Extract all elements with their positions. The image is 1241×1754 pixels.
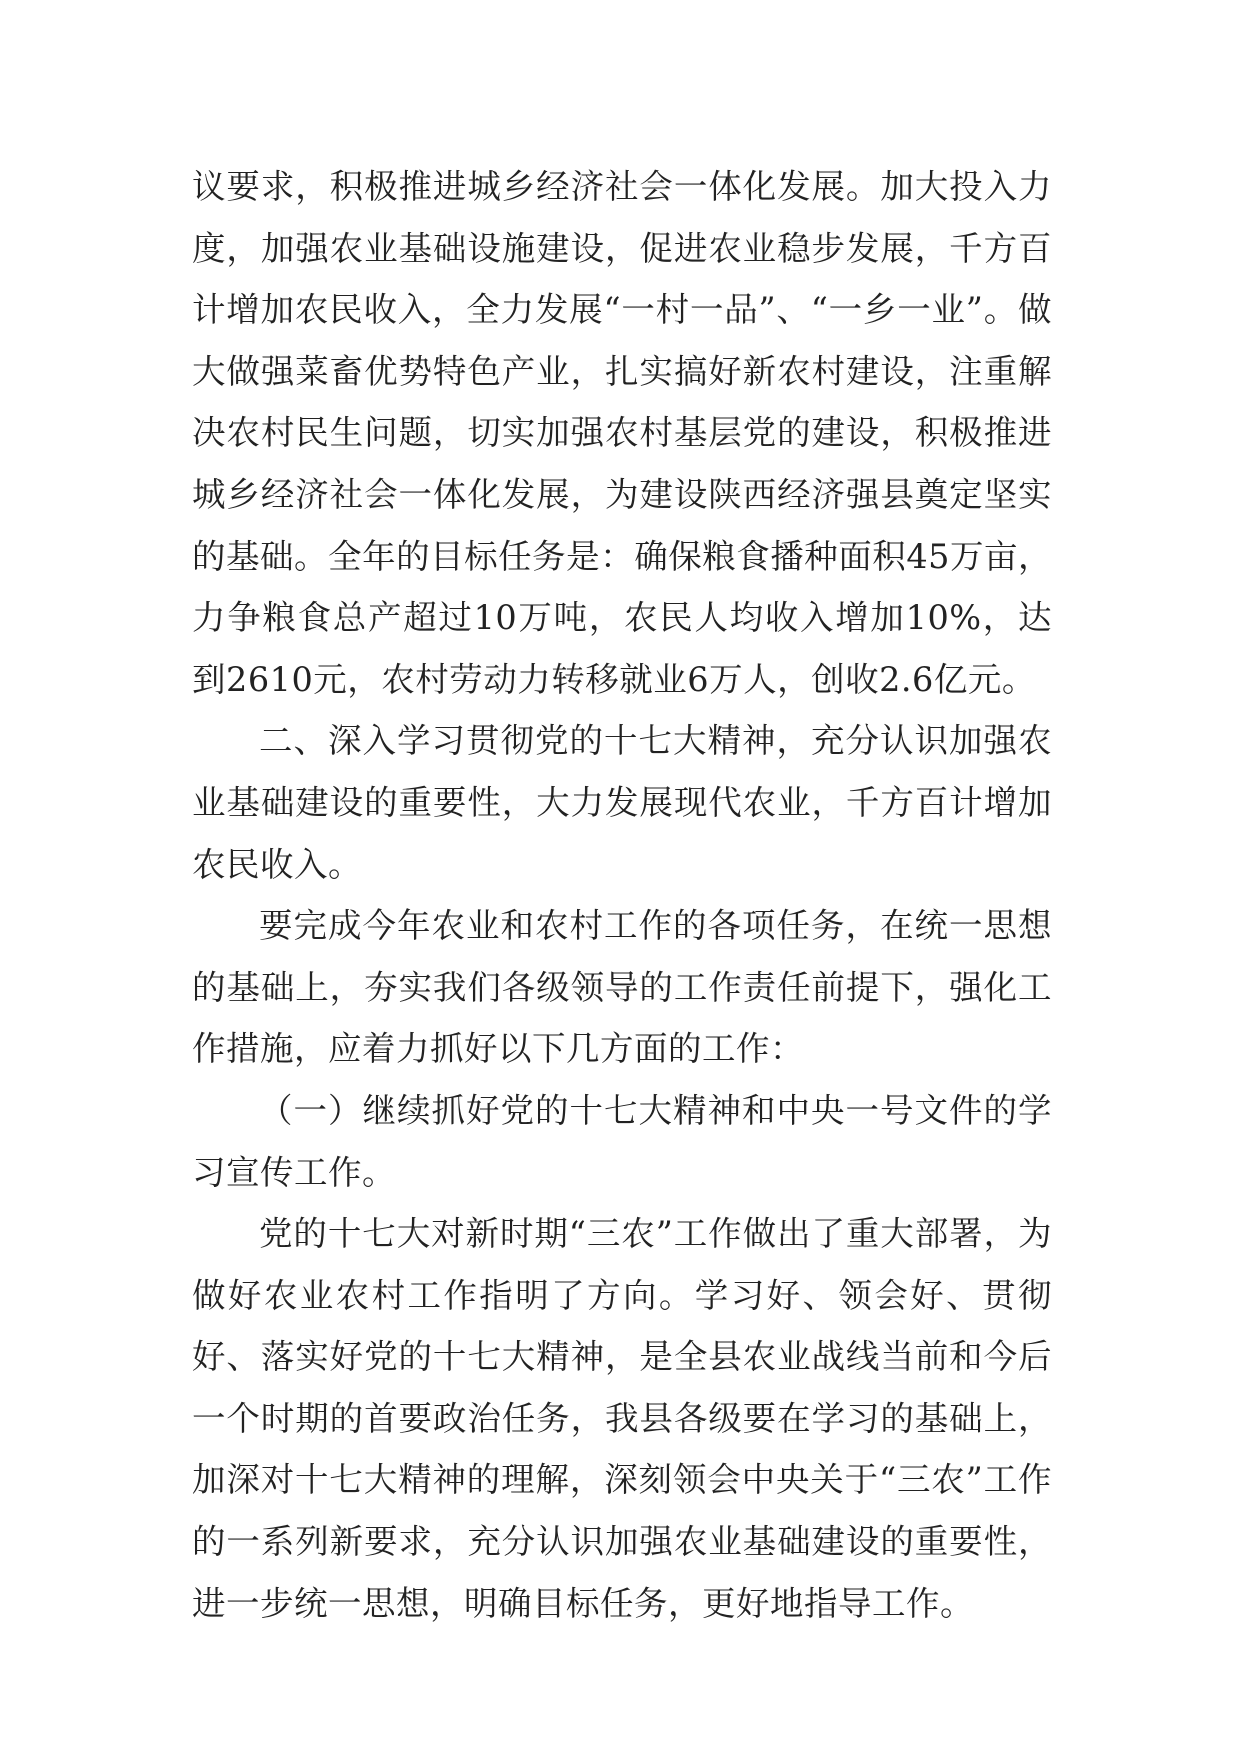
paragraph-party-congress: 党的十七大对新时期“三农”工作做出了重大部署，为做好农业农村工作指明了方向。学习好、领会好、贯彻好、落实好党的十七大精神，是全县农业战线当前和今后一个时期的首要政治任务，我县各级要在学习的基础上，加深对十七大精神的理解，深刻领会中央关于“三农”工作的一系列新要求，充分认识加强农业基础建设的重要性，进一步统一思想，明确目标任务，更好地指导工作。 xyxy=(192,1214,1052,1623)
paragraph-continuation: 议要求，积极推进城乡经济社会一体化发展。加大投入力度，加强农业基础设施建设，促进农业稳步发展，千方百计增加农民收入，全力发展“一村一品”、“一乡一业”。做大做强菜畜优势特色产业，扎实搞好新农村建设，注重解决农村民生问题，切实加强农村基层党的建设，积极推进城乡经济社会一体化发展，为建设陕西经济强县奠定坚实的基础。全年的目标任务是：确保粮食播种面积45万亩，力争粮食总产超过10万吨，农民人均收入增加10%，达到2610元，农村劳动力转移就业6万人，创收2.6亿元。 xyxy=(192,167,1052,699)
document-body xyxy=(192,156,1052,1634)
subsection-heading-one: （一）继续抓好党的十七大精神和中央一号文件的学习宣传工作。 xyxy=(192,1090,1052,1192)
section-heading-two: 二、深入学习贯彻党的十七大精神，充分认识加强农业基础建设的重要性，大力发展现代农业，千方百计增加农民收入。 xyxy=(192,721,1052,884)
paragraph-tasks-intro: 要完成今年农业和农村工作的各项任务，在统一思想的基础上，夯实我们各级领导的工作责任前提下，强化工作措施，应着力抓好以下几方面的工作： xyxy=(192,906,1052,1069)
